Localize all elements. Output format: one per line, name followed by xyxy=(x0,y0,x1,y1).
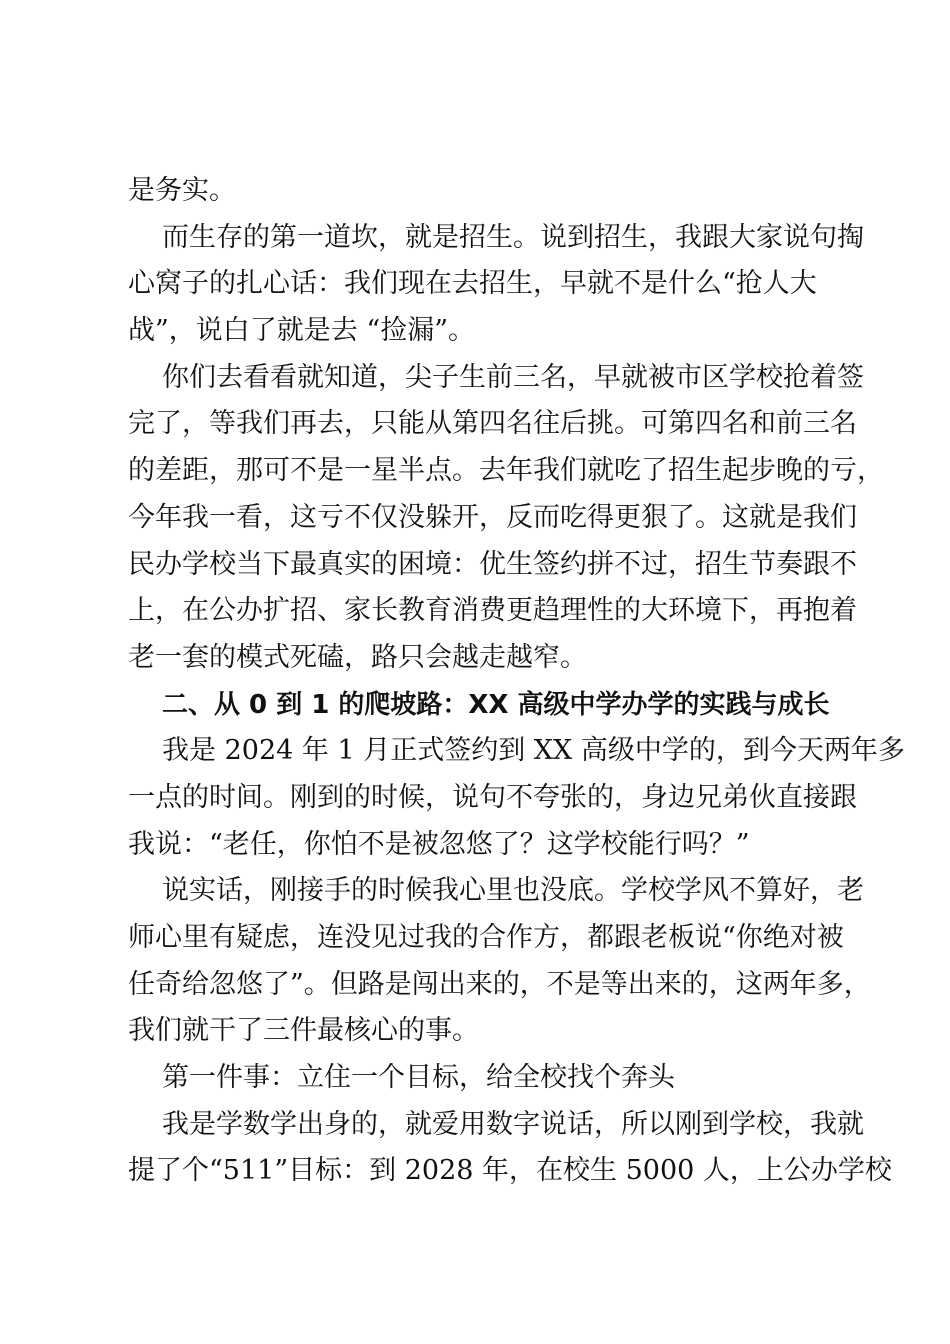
text-line: 而生存的第一道坎，就是招生。说到招生，我跟大家说句掏 xyxy=(162,221,864,253)
paragraph xyxy=(128,215,864,355)
text-line: 我们就干了三件最核心的事。 xyxy=(128,1015,479,1047)
text-line: 心窝子的扎心话：我们现在去招生，早就不是什么“抢人大 xyxy=(128,268,817,300)
text-line: 第一件事：立住一个目标，给全校找个奔头 xyxy=(162,1062,675,1094)
text-line: 你们去看看就知道，尖子生前三名，早就被市区学校抢着签 xyxy=(162,361,864,393)
text-line: 我是学数学出身的，就爱用数字说话，所以刚到学校，我就 xyxy=(162,1108,864,1140)
text-line: 提了个“511”目标：到 2028 年，在校生 5000 人，上公办学校 xyxy=(128,1155,892,1187)
text-line: 完了，等我们再去，只能从第四名往后挑。可第四名和前三名 xyxy=(128,408,857,440)
text-line: 我是 2024 年 1 月正式签约到 XX 高级中学的，到今天两年多 xyxy=(162,735,905,767)
paragraph xyxy=(128,1055,828,1102)
paragraph xyxy=(128,1102,892,1195)
paragraph xyxy=(128,868,871,1055)
text-line: 的差距，那可不是一星半点。去年我们就吃了招生起步晚的亏， xyxy=(128,455,884,487)
text-line: 师心里有疑虑，连没见过我的合作方，都跟老板说“你绝对被 xyxy=(128,922,844,953)
text-line: 我说：“老任，你怕不是被忽悠了？这学校能行吗？” xyxy=(128,828,750,860)
text-line: 老一套的模式死磕，路只会越走越窄。 xyxy=(128,641,587,673)
text-line: 民办学校当下最真实的困境：优生签约拼不过，招生节奏跟不 xyxy=(128,548,857,580)
text-line: 任奇给忽悠了”。但路是闯出来的，不是等出来的，这两年多， xyxy=(128,968,871,1000)
text-line: 是务实。 xyxy=(128,175,236,206)
text-line: 战”，说白了就是去 “捡漏”。 xyxy=(128,315,475,347)
text-line: 一点的时间。刚到的时候，说句不夸张的，身边兄弟伙直接跟 xyxy=(128,781,857,813)
document-body xyxy=(128,168,905,1195)
paragraph xyxy=(128,355,884,682)
text-line: 今年我一看，这亏不仅没躲开，反而吃得更狠了。这就是我们 xyxy=(128,501,857,533)
paragraph xyxy=(128,168,828,215)
text-line: 说实话，刚接手的时候我心里也没底。学校学风不算好，老 xyxy=(162,875,864,907)
text-line: 上，在公办扩招、家长教育消费更趋理性的大环境下，再抱着 xyxy=(128,595,857,627)
section-heading: 二、从 0 到 1 的爬坡路：XX 高级中学办学的实践与成长 xyxy=(162,689,830,720)
paragraph xyxy=(128,728,905,868)
